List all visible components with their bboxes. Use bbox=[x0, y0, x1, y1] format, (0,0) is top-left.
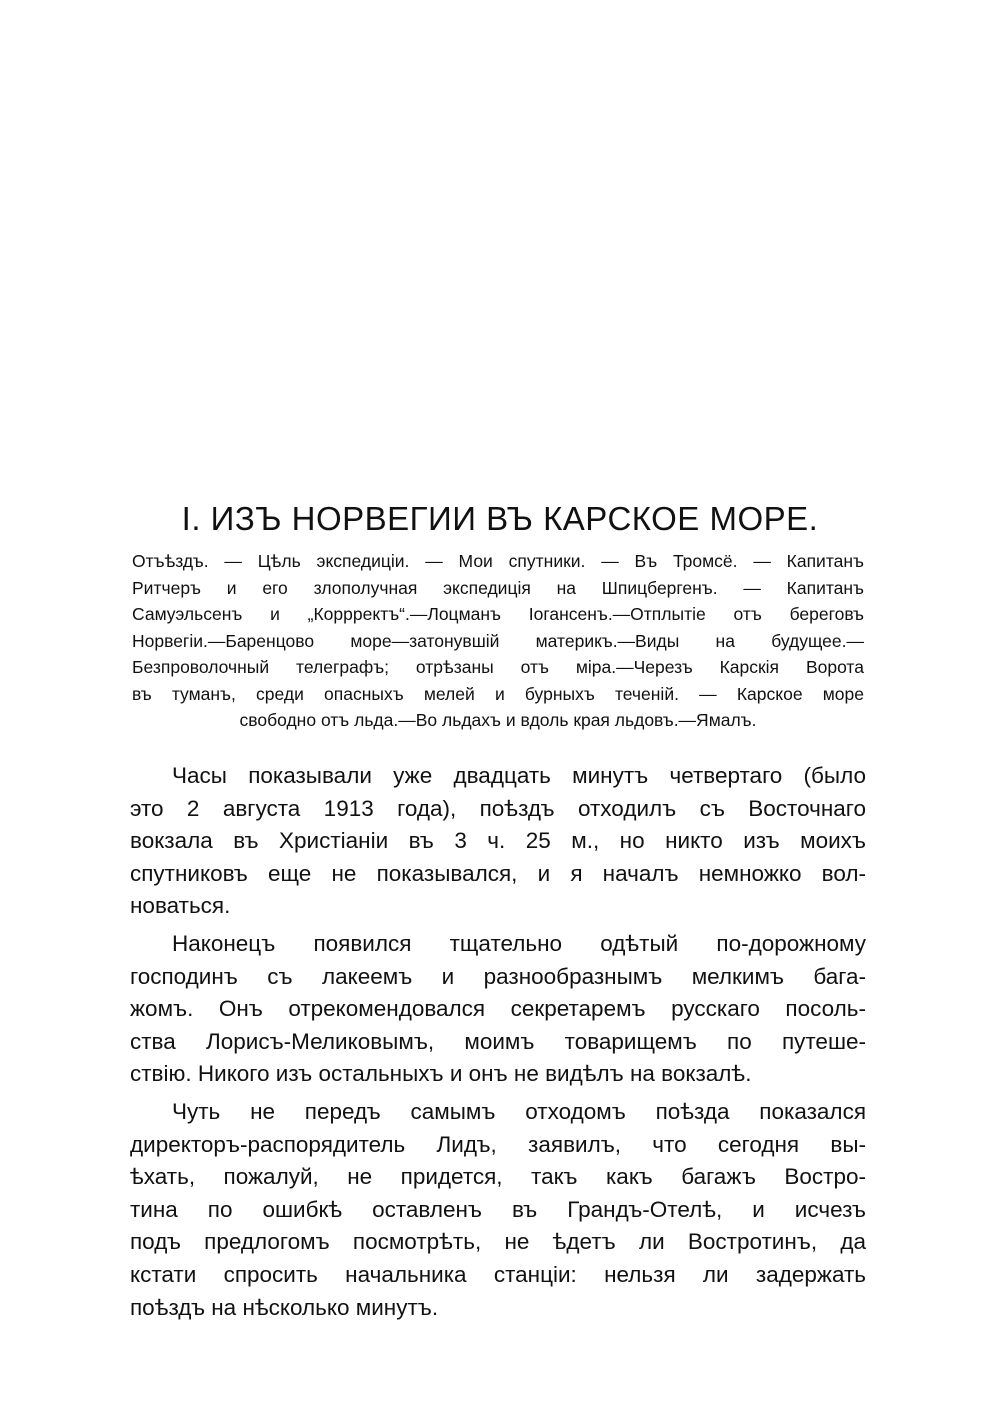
text-line: ства Лорисъ-Меликовымъ, моимъ товарищемъ по путеше- bbox=[130, 1028, 866, 1054]
summary-line: Норвегіи.—Баренцово море—затонувшій материкъ.—Виды на будущее.— bbox=[132, 630, 864, 651]
text-line: новаться. bbox=[130, 893, 231, 919]
text-line: поѣздъ на нѣсколько минутъ. bbox=[130, 1294, 439, 1320]
summary-line: въ туманъ, среди опасныхъ мелей и бурныхъ теченій. — Карское море bbox=[132, 683, 864, 704]
text-line: спутниковъ еще не показывался, и я началъ немножко вол- bbox=[130, 860, 866, 886]
body-text bbox=[130, 760, 866, 1329]
text-line: ѣхать, пожалуй, не придется, такъ какъ багажъ Востро- bbox=[130, 1164, 866, 1190]
text-line: ствію. Никого изъ остальныхъ и онъ не видѣлъ на вокзалѣ. bbox=[130, 1061, 752, 1087]
paragraph-3 bbox=[130, 1096, 866, 1324]
text-line: Часы показывали уже двадцать минутъ четвертаго (было bbox=[172, 763, 866, 788]
text-line: подъ предлогомъ посмотрѣть, не ѣдетъ ли Востротинъ, да bbox=[130, 1229, 866, 1255]
text-line: кстати спросить начальника станціи: нельзя ли задержать bbox=[130, 1261, 866, 1287]
text-line: господинъ съ лакеемъ и разнообразнымъ мелкимъ бага- bbox=[130, 963, 866, 989]
summary-line: свободно отъ льда.—Во льдахъ и вдоль края льдовъ.—Ямалъ. bbox=[239, 710, 757, 730]
text-line: Наконецъ появился тщательно одѣтый по-дорожному bbox=[172, 930, 866, 956]
summary-line: Самуэльсенъ и „Коррректъ“.—Лоцманъ Іогансенъ.—Отплытіе отъ береговъ bbox=[132, 604, 864, 624]
chapter-title: I. ИЗЪ НОРВЕГИИ ВЪ КАРСКОЕ МОРЕ. bbox=[181, 500, 819, 537]
text-line: жомъ. Онъ отрекомендовался секретаремъ русскаго посоль- bbox=[130, 996, 866, 1022]
text-line: вокзала въ Христіаніи въ 3 ч. 25 м., но никто изъ моихъ bbox=[130, 828, 866, 854]
text-line: директоръ-распорядитель Лидъ, заявилъ, что сегодня вы- bbox=[130, 1131, 866, 1157]
text-line: это 2 августа 1913 года), поѣздъ отходилъ съ Восточнаго bbox=[130, 795, 866, 821]
summary-line: Безпроволочный телеграфъ; отрѣзаны отъ міра.—Черезъ Карскія Ворота bbox=[132, 657, 864, 677]
text-line: тина по ошибкѣ оставленъ въ Грандъ-Отелѣ, и исчезъ bbox=[130, 1196, 866, 1222]
summary-line: Отъѣздъ. — Цѣль экспедиціи. — Мои спутники. — Въ Тромсё. — Капитанъ bbox=[132, 551, 864, 571]
paragraph-2 bbox=[130, 928, 866, 1091]
chapter-summary bbox=[132, 548, 864, 734]
paragraph-1 bbox=[130, 760, 866, 923]
summary-line: Ритчеръ и его злополучная экспедиція на Шпицбергенъ. — Капитанъ bbox=[132, 577, 864, 598]
text-line: Чуть не передъ самымъ отходомъ поѣзда показался bbox=[172, 1098, 866, 1124]
